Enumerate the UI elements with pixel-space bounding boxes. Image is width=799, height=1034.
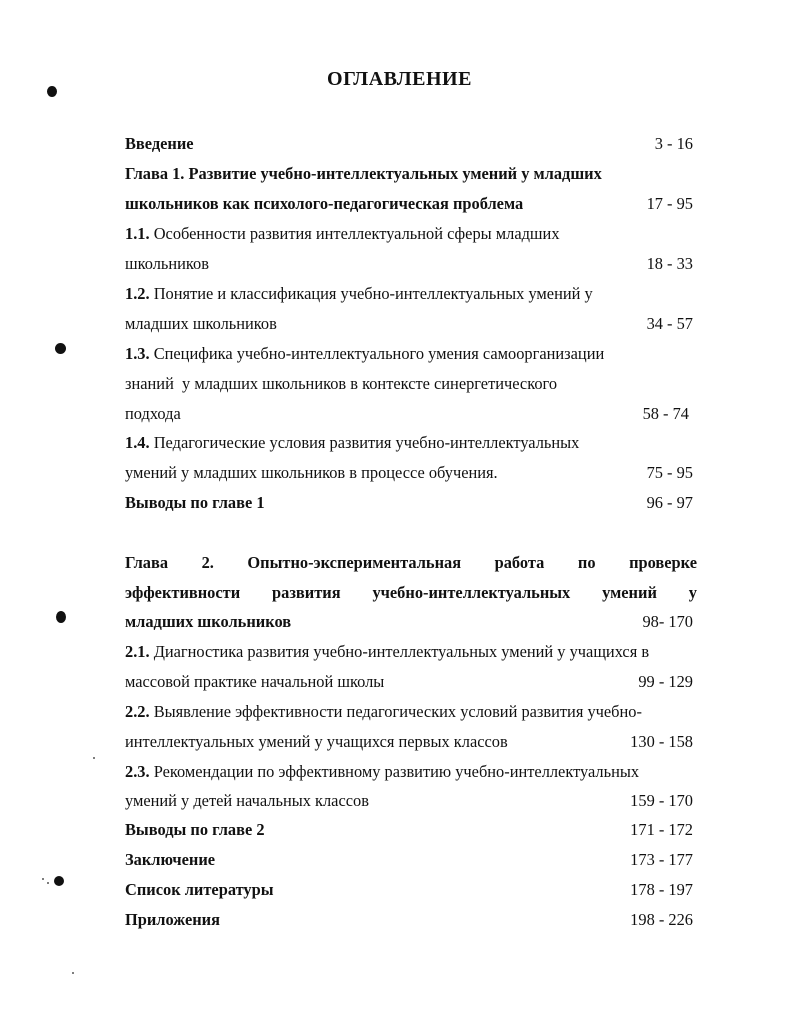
toc-entry-label: Введение xyxy=(125,134,194,153)
toc-chapter-1 xyxy=(125,164,693,184)
toc-page-range: 75 - 95 xyxy=(646,463,693,482)
toc-section-1-3 xyxy=(125,344,693,364)
section-number: 2.1. xyxy=(125,642,150,661)
toc-page-range: 58 - 74 xyxy=(642,404,689,423)
toc-page-range: 198 - 226 xyxy=(630,910,693,929)
toc-section-2-2-cont xyxy=(125,732,693,752)
toc-section-1-3-cont2 xyxy=(125,404,693,424)
toc-page-range: 34 - 57 xyxy=(646,314,693,333)
toc-page-range: 96 - 97 xyxy=(646,493,693,512)
section-number: 2.2. xyxy=(125,702,150,721)
toc-entry-label: интеллектуальных умений у учащихся первых классов xyxy=(125,732,508,751)
toc-word: 2. xyxy=(201,553,214,572)
toc-section-1-2 xyxy=(125,284,693,304)
toc-section-1-1-cont xyxy=(125,254,693,274)
toc-section-1-3-cont xyxy=(125,374,693,394)
scan-speck xyxy=(47,882,49,884)
toc-entry-label: подхода xyxy=(125,404,181,423)
toc-entry-label: школьников как психолого-педагогическая проблема xyxy=(125,194,524,213)
toc-page-range: 171 - 172 xyxy=(630,820,693,839)
toc-conclusions-2 xyxy=(125,820,693,840)
toc-appendices xyxy=(125,910,693,930)
toc-page-range: 17 - 95 xyxy=(646,194,693,213)
section-number: 1.4. xyxy=(125,433,150,452)
toc-word: Глава xyxy=(125,553,169,572)
scan-speck xyxy=(93,757,95,759)
toc-page-range: 178 - 197 xyxy=(630,880,693,899)
toc-entry-label: умений у младших школьников в процессе обучения. xyxy=(125,463,498,482)
toc-page-range: 130 - 158 xyxy=(630,732,693,751)
toc-section-1-4-cont xyxy=(125,463,693,483)
toc-word: у xyxy=(688,583,697,602)
toc-word: развития xyxy=(272,583,341,602)
toc-entry-label: Глава 1. Развитие учебно-интеллектуальных умений у младших xyxy=(125,164,602,183)
toc-chapter-1-cont xyxy=(125,194,693,214)
toc-conclusions-1 xyxy=(125,493,693,513)
toc-entry-label: Рекомендации по эффективному развитию учебно-интеллектуальных xyxy=(153,762,640,781)
section-number: 2.3. xyxy=(125,762,150,781)
toc-chapter-2 xyxy=(125,553,697,573)
toc-page-range: 98- 170 xyxy=(642,612,693,631)
toc-section-1-2-cont xyxy=(125,314,693,334)
toc-entry-label: знаний у младших школьников в контексте синергетического xyxy=(125,374,558,393)
toc-word: проверке xyxy=(629,553,697,572)
toc-page-range: 3 - 16 xyxy=(654,134,693,153)
toc-entry-label: Понятие и классификация учебно-интеллектуальных умений у xyxy=(153,284,593,303)
toc-entry-label: младших школьников xyxy=(125,314,277,333)
toc-entry-label: Заключение xyxy=(125,850,216,869)
scan-mark xyxy=(55,343,66,354)
toc-entry-label: Особенности развития интеллектуальной сферы младших xyxy=(153,224,560,243)
toc-page-range: 173 - 177 xyxy=(630,850,693,869)
toc-section-1-4 xyxy=(125,433,693,453)
toc-section-2-1-cont xyxy=(125,672,693,692)
page-title: ОГЛАВЛЕНИЕ xyxy=(327,68,472,90)
toc-chapter-2-cont xyxy=(125,583,697,603)
toc-word: эффективности xyxy=(125,583,241,602)
toc-word: умений xyxy=(602,583,657,602)
toc-word: работа xyxy=(494,553,545,572)
toc-entry-label: Выводы по главе 1 xyxy=(125,493,265,512)
toc-references xyxy=(125,880,693,900)
toc-entry-label: Выводы по главе 2 xyxy=(125,820,265,839)
toc-word: по xyxy=(577,553,596,572)
toc-word: Опытно-экспериментальная xyxy=(247,553,462,572)
toc-entry-label: школьников xyxy=(125,254,209,273)
section-number: 1.2. xyxy=(125,284,150,303)
toc-entry-label: Специфика учебно-интеллектуального умения самоорганизации xyxy=(153,344,605,363)
toc-page-range: 159 - 170 xyxy=(630,791,693,810)
section-number: 1.1. xyxy=(125,224,150,243)
toc-entry-label: младших школьников xyxy=(125,612,292,631)
section-number: 1.3. xyxy=(125,344,150,363)
toc-entry-label: Диагностика развития учебно-интеллектуальных умений у учащихся в xyxy=(153,642,650,661)
toc-section-2-3 xyxy=(125,762,693,782)
toc-section-2-3-cont xyxy=(125,791,693,811)
scan-speck xyxy=(42,878,44,880)
scan-mark xyxy=(56,611,66,623)
toc-page-range: 18 - 33 xyxy=(646,254,693,273)
toc-section-2-2 xyxy=(125,702,693,722)
scan-speck xyxy=(72,972,74,974)
toc-page-range: 99 - 129 xyxy=(638,672,693,691)
toc-conclusion xyxy=(125,850,693,870)
toc-entry-label: умений у детей начальных классов xyxy=(125,791,369,810)
toc-chapter-2-cont2 xyxy=(125,612,693,632)
toc-entry-label: Список литературы xyxy=(125,880,274,899)
scan-mark xyxy=(54,876,64,886)
toc-entry-label: массовой практике начальной школы xyxy=(125,672,385,691)
toc-entry-label: Педагогические условия развития учебно-интеллектуальных xyxy=(153,433,580,452)
toc-word: учебно-интеллектуальных xyxy=(372,583,571,602)
toc-section-2-1 xyxy=(125,642,693,662)
toc-entry-label: Приложения xyxy=(125,910,220,929)
toc-entry-label: Выявление эффективности педагогических условий развития учебно- xyxy=(153,702,642,721)
toc-intro xyxy=(125,134,693,154)
toc-section-1-1 xyxy=(125,224,693,244)
